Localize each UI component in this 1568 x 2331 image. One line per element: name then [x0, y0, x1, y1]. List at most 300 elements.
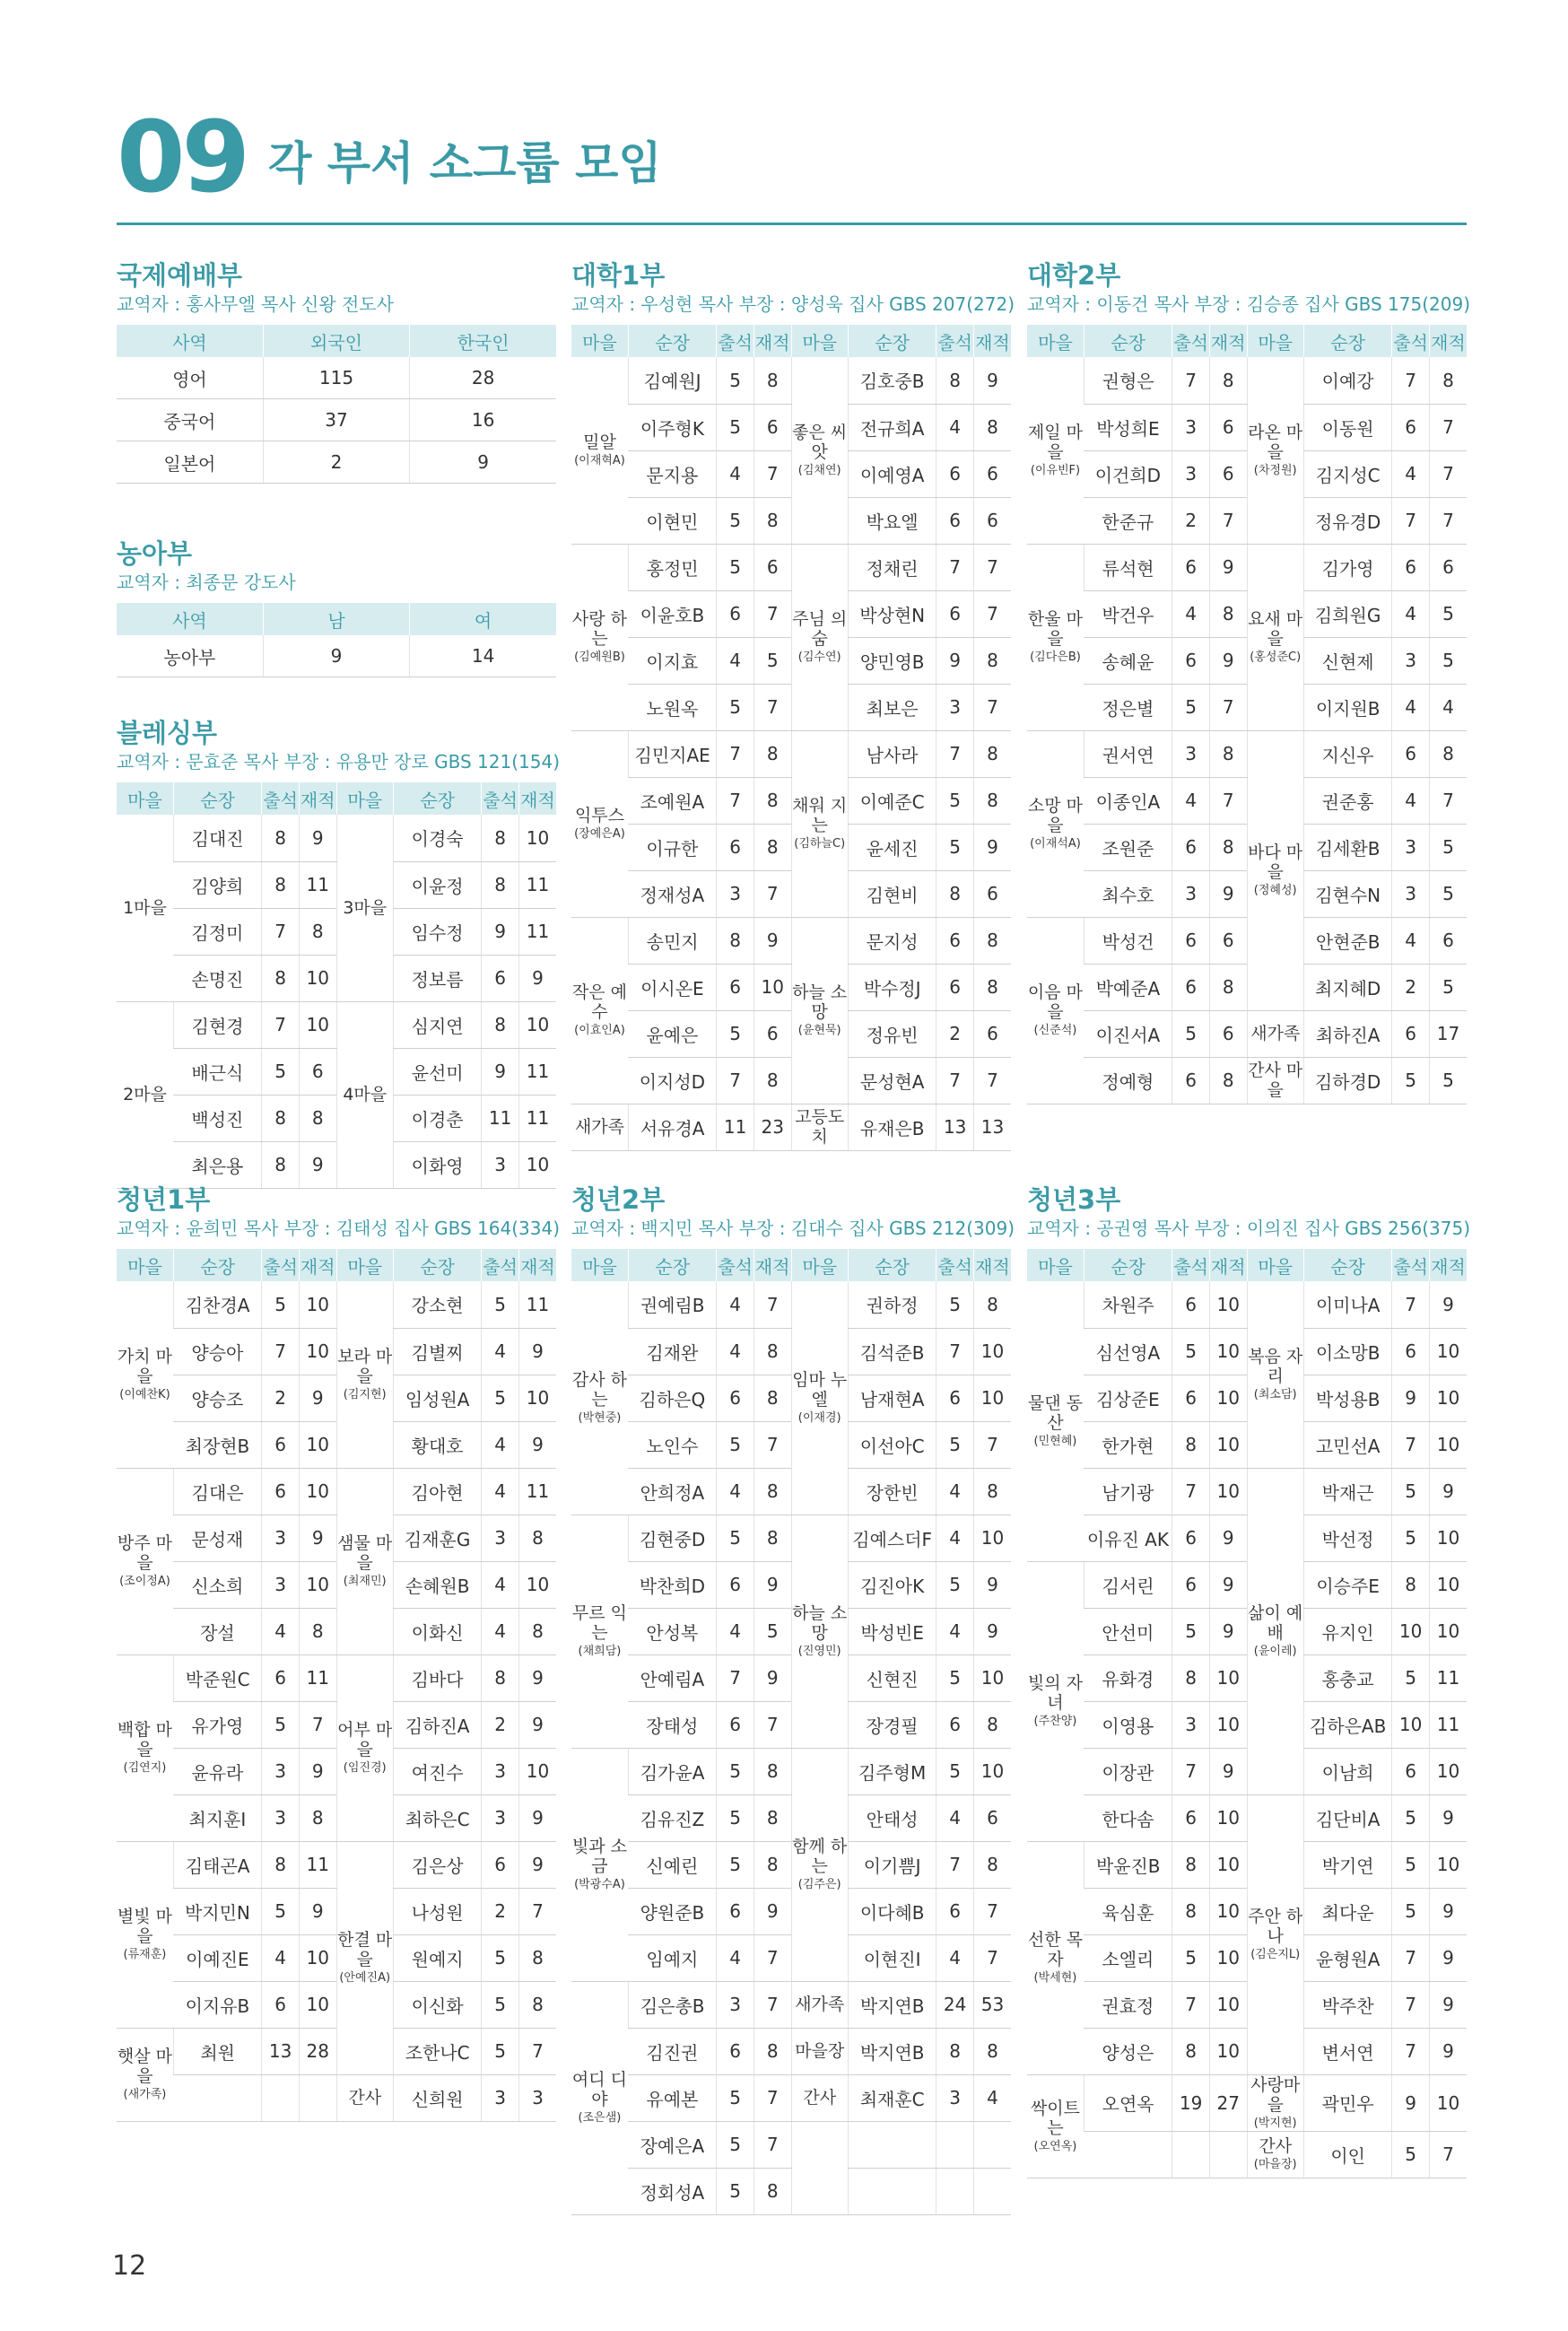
cell: 8 [1429, 357, 1467, 404]
cell: 4 [717, 1468, 754, 1515]
cell: 5 [717, 404, 754, 450]
cell: 8 [1209, 730, 1247, 777]
cell: 9 [973, 824, 1011, 870]
cell: 문지용 [628, 450, 716, 497]
cell: 6 [717, 964, 754, 1010]
cell: 8 [973, 1841, 1011, 1888]
cell: 7 [518, 1888, 556, 1934]
cell: 10 [1429, 1841, 1467, 1888]
cell: 박기연 [1303, 1841, 1391, 1888]
cell: 원예지 [393, 1934, 481, 1981]
village-name: 새가족 [1250, 1024, 1301, 1043]
cell [848, 2168, 936, 2214]
cell: 육심훈 [1084, 1888, 1172, 1934]
cell: 8 [936, 2028, 974, 2074]
cell: 5 [717, 1010, 754, 1057]
village-name: 싹이트는 [1030, 2098, 1080, 2138]
cell: 8 [754, 730, 791, 777]
cell: 5 [936, 1654, 974, 1701]
cell: 6 [717, 1701, 754, 1748]
cell: 문지성 [848, 917, 936, 964]
cell: 9 [1429, 1794, 1467, 1841]
cell: 6 [717, 1375, 754, 1421]
village-leader: (새가족) [123, 2088, 167, 2101]
col-header: 재적 [518, 782, 556, 815]
village-cell [571, 1981, 628, 2214]
cell [262, 2074, 300, 2121]
cell: 조원준 [1084, 824, 1172, 870]
village-leader: (김주은) [797, 1878, 841, 1891]
cell: 6 [482, 955, 519, 1001]
cell: 6 [1392, 1748, 1430, 1794]
cell: 8 [299, 1095, 336, 1141]
cell: 유예본 [628, 2074, 716, 2121]
cell: 4 [717, 1281, 754, 1328]
village-leader: (이재경) [797, 1410, 841, 1425]
cell: 최장현B [173, 1421, 261, 1468]
cell: 9 [1209, 870, 1247, 917]
cell: 7 [754, 2074, 791, 2121]
cell: 홍충교 [1303, 1654, 1391, 1701]
cell: 9 [1209, 1515, 1247, 1561]
col-header: 마을 [791, 1249, 848, 1281]
cell: 장설 [173, 1608, 261, 1654]
cell: 한가현 [1084, 1421, 1172, 1468]
village-name: 4마을 [343, 1085, 388, 1104]
cell: 조한나C [393, 2028, 481, 2074]
cell: 10 [518, 815, 556, 861]
cell: 7 [1392, 497, 1430, 544]
cell: 이예영A [848, 450, 936, 497]
cell: 7 [1392, 357, 1430, 404]
village-cell [117, 815, 173, 1001]
cell: 7 [1172, 1468, 1210, 1515]
cell: 6 [936, 497, 974, 544]
village-name: 사랑 하는 [571, 609, 628, 649]
cell: 8 [754, 1375, 791, 1421]
cell: 최수호 [1084, 870, 1172, 917]
village-cell [117, 1001, 173, 1188]
page-number: 12 [112, 2250, 147, 2282]
cell: 8 [1172, 1888, 1210, 1934]
cell: 5 [1429, 824, 1467, 870]
cell: 7 [973, 684, 1011, 730]
cell: 신현제 [1303, 637, 1391, 684]
cell: 이규한 [628, 824, 716, 870]
cell: 5 [1429, 590, 1467, 637]
cell: 9 [482, 908, 519, 955]
cell: 4 [262, 1934, 300, 1981]
cell: 4 [936, 404, 974, 450]
cell: 11 [299, 1841, 336, 1888]
cell: 7 [754, 1421, 791, 1468]
cell: 9 [973, 1561, 1011, 1608]
village-cell [1247, 2131, 1303, 2178]
col-header: 순장 [393, 1249, 481, 1281]
col-header: 순장 [628, 1249, 716, 1281]
village-cell [571, 1748, 628, 1981]
village-name: 채워 지는 [792, 796, 848, 835]
cell: 9 [754, 1654, 791, 1701]
village-cell [336, 1654, 393, 1841]
cell: 10 [1392, 1608, 1430, 1654]
cell: 10 [1209, 1981, 1247, 2028]
cell: 이지원B [1303, 684, 1391, 730]
col-header: 마을 [1247, 325, 1303, 357]
cell: 고민선A [1303, 1421, 1391, 1468]
cell: 10 [518, 1141, 556, 1188]
cell: 권예림B [628, 1281, 716, 1328]
cell: 안성복 [628, 1608, 716, 1654]
col-header: 마을 [571, 325, 628, 357]
village-name: 간사 [348, 2088, 382, 2108]
ministry-table [117, 782, 556, 1189]
cell: 6 [973, 450, 1011, 497]
table-row [571, 1281, 1011, 1328]
village-name: 소망 마을 [1027, 796, 1084, 835]
village-name: 한울 마을 [1027, 609, 1084, 649]
cell: 남재현A [848, 1375, 936, 1421]
cell: 6 [1172, 917, 1210, 964]
village-name: 고등도치 [795, 1107, 845, 1147]
cell: 이경숙 [393, 815, 481, 861]
village-name: 이음 마을 [1027, 982, 1084, 1022]
village-cell [1027, 2074, 1084, 2178]
cell: 윤선미 [393, 1048, 481, 1095]
cell: 8 [973, 1701, 1011, 1748]
cell: 6 [754, 404, 791, 450]
village-leader: (이효인A) [574, 1024, 625, 1037]
cell: 9 [1429, 1888, 1467, 1934]
cell: 8 [1209, 964, 1247, 1010]
cell: 53 [973, 1981, 1011, 2028]
cell: 6 [973, 1010, 1011, 1057]
village-leader: (주찬양) [1033, 1715, 1077, 1728]
cell: 심선영A [1084, 1328, 1172, 1375]
cell: 이영용 [1084, 1701, 1172, 1748]
cell: 7 [936, 544, 974, 590]
cell: 5 [1392, 1841, 1430, 1888]
cell: 5 [1392, 2131, 1430, 2178]
cell: 6 [1172, 1281, 1210, 1328]
cell: 11 [518, 908, 556, 955]
cell [1209, 2131, 1247, 2178]
col-header: 마을 [336, 1249, 393, 1281]
col-header: 순장 [628, 325, 716, 357]
cell: 7 [717, 730, 754, 777]
cell: 김대은 [173, 1468, 261, 1515]
village-cell [117, 2028, 173, 2121]
cell: 10 [1209, 1701, 1247, 1748]
cell: 5 [717, 357, 754, 404]
cell: 9 [518, 1794, 556, 1841]
cell: 4 [717, 1934, 754, 1981]
cell: 8 [1392, 1561, 1430, 1608]
cell: 10 [299, 955, 336, 1001]
cell: 정회성A [628, 2168, 716, 2214]
cell: 3 [1172, 1701, 1210, 1748]
cell: 3 [1392, 824, 1430, 870]
cell: 5 [1172, 684, 1210, 730]
cell: 6 [1392, 404, 1430, 450]
page-header [117, 100, 662, 214]
cell: 14 [410, 635, 556, 677]
village-cell [336, 1468, 393, 1654]
cell: 7 [1429, 2131, 1467, 2178]
table-row [571, 730, 1011, 777]
cell: 7 [754, 590, 791, 637]
cell: 11 [482, 1095, 519, 1141]
cell: 8 [973, 730, 1011, 777]
cell: 박요엘 [848, 497, 936, 544]
village-leader: (이예찬K) [119, 1387, 170, 1401]
cell: 10 [1429, 2074, 1467, 2131]
cell: 손혜원B [393, 1561, 481, 1608]
cell: 3 [482, 1141, 519, 1188]
cell: 6 [1172, 637, 1210, 684]
cell: 8 [754, 1748, 791, 1794]
cell: 9 [1209, 544, 1247, 590]
village-name: 가치 마을 [117, 1346, 173, 1386]
village-leader: (김연지) [123, 1761, 167, 1775]
cell: 5 [936, 1561, 974, 1608]
cell: 8 [973, 917, 1011, 964]
cell: 10 [1429, 1421, 1467, 1468]
cell: 5 [262, 1048, 300, 1095]
cell: 안선미 [1084, 1608, 1172, 1654]
cell: 일본어 [117, 441, 263, 484]
cell: 6 [1172, 824, 1210, 870]
cell: 강소현 [393, 1281, 481, 1328]
cell: 양성은 [1084, 2028, 1172, 2074]
cell: 5 [717, 1421, 754, 1468]
cell: 장한빈 [848, 1468, 936, 1515]
cell: 9 [299, 1141, 336, 1188]
cell: 양원준B [628, 1888, 716, 1934]
cell: 19 [1172, 2074, 1210, 2131]
cell: 6 [1172, 1794, 1210, 1841]
cell: 5 [262, 1701, 300, 1748]
village-leader: (박지현) [1253, 2116, 1297, 2130]
cell: 5 [936, 1421, 974, 1468]
cell: 이진서A [1084, 1010, 1172, 1057]
cell: 10 [754, 964, 791, 1010]
cell: 노인수 [628, 1421, 716, 1468]
section-title: 청년3부 [1027, 1184, 1121, 1215]
cell [848, 2121, 936, 2168]
cell: 김상준E [1084, 1375, 1172, 1421]
table-row [571, 1981, 1011, 2028]
col-header: 출석 [1172, 325, 1210, 357]
cell: 6 [1172, 964, 1210, 1010]
village-cell [791, 544, 848, 730]
cell [973, 2168, 1011, 2214]
cell: 박찬희D [628, 1561, 716, 1608]
cell: 5 [482, 1375, 519, 1421]
cell: 4 [936, 1934, 974, 1981]
section-title: 국제예배부 [117, 260, 243, 291]
village-name: 하늘 소망 [792, 982, 848, 1022]
cell: 6 [262, 1654, 300, 1701]
cell: 배근식 [173, 1048, 261, 1095]
cell: 7 [717, 1057, 754, 1104]
village-cell [1247, 730, 1303, 1010]
cell: 3 [1172, 730, 1210, 777]
cell: 8 [1209, 824, 1247, 870]
cell: 5 [936, 1281, 974, 1328]
table-row [571, 917, 1011, 964]
cell: 정예형 [1084, 1057, 1172, 1104]
cell: 이신화 [393, 1981, 481, 2028]
cell: 이경춘 [393, 1095, 481, 1141]
cell: 장예은A [628, 2121, 716, 2168]
cell: 9 [1429, 2028, 1467, 2074]
cell: 6 [717, 2028, 754, 2074]
cell: 최지훈I [173, 1794, 261, 1841]
cell: 박성희E [1084, 404, 1172, 450]
cell: 7 [262, 1328, 300, 1375]
village-cell [1027, 357, 1084, 544]
cell: 5 [717, 684, 754, 730]
col-header: 순장 [1303, 1249, 1391, 1281]
cell: 8 [262, 1141, 300, 1188]
cell: 9 [299, 1888, 336, 1934]
cell: 10 [1209, 1375, 1247, 1421]
cell: 7 [1392, 1281, 1430, 1328]
table-row [571, 2121, 1011, 2168]
cell: 11 [1429, 1654, 1467, 1701]
cell: 이현진I [848, 1934, 936, 1981]
col-header: 재적 [518, 1249, 556, 1281]
cell: 이시온E [628, 964, 716, 1010]
table-row [571, 1748, 1011, 1794]
cell: 김재훈G [393, 1515, 481, 1561]
table-row [117, 635, 556, 677]
village-cell [571, 357, 628, 544]
cell: 박수정J [848, 964, 936, 1010]
cell: 10 [299, 1421, 336, 1468]
village-leader: (오연옥) [1033, 2139, 1077, 2153]
cell: 김태곤A [173, 1841, 261, 1888]
cell: 5 [754, 637, 791, 684]
village-cell [1027, 1841, 1084, 2074]
cell: 7 [299, 1701, 336, 1748]
section-info: 교역자 : 문효준 목사 부장 : 유용만 장로 GBS 121(154) [117, 751, 561, 773]
cell: 7 [936, 1841, 974, 1888]
cell: 11 [518, 861, 556, 908]
cell: 6 [262, 1421, 300, 1468]
cell: 김지성C [1303, 450, 1391, 497]
cell: 5 [1392, 1794, 1430, 1841]
village-leader: (이유빈F) [1030, 463, 1081, 477]
table-row [117, 441, 556, 484]
cell: 13 [262, 2028, 300, 2074]
cell: 7 [973, 1421, 1011, 1468]
cell: 8 [482, 1654, 519, 1701]
village-leader: (임진경) [343, 1761, 387, 1775]
village-leader: (조은샘) [578, 2111, 622, 2125]
cell: 김석준B [848, 1328, 936, 1375]
cell [1084, 2131, 1172, 2178]
section-info: 교역자 : 우성현 목사 부장 : 양성욱 집사 GBS 207(272) [571, 293, 1015, 315]
cell: 7 [717, 777, 754, 824]
cell: 6 [973, 870, 1011, 917]
cell: 8 [262, 955, 300, 1001]
table-row [571, 2074, 1011, 2121]
cell: 5 [1429, 1057, 1467, 1104]
cell: 김현수N [1303, 870, 1391, 917]
cell: 8 [518, 1934, 556, 1981]
village-leader: (윤이레) [1253, 1645, 1297, 1658]
cell: 6 [262, 1981, 300, 2028]
cell: 7 [1429, 404, 1467, 450]
village-leader: (김은지L) [1250, 1948, 1301, 1961]
cell: 6 [1392, 1010, 1430, 1057]
cell: 한준규 [1084, 497, 1172, 544]
table-row [1027, 2131, 1467, 2178]
cell: 10 [973, 1748, 1011, 1794]
cell: 8 [1172, 2028, 1210, 2074]
cell: 김하은Q [628, 1375, 716, 1421]
cell: 11 [518, 1095, 556, 1141]
cell: 2 [482, 1888, 519, 1934]
cell: 9 [518, 1328, 556, 1375]
table-row [117, 1841, 556, 1888]
col-header: 마을 [117, 782, 173, 815]
cell: 9 [299, 1748, 336, 1794]
cell: 4 [1392, 450, 1430, 497]
cell: 이장관 [1084, 1748, 1172, 1794]
cell: 김가윤A [628, 1748, 716, 1794]
village-cell [1027, 544, 1084, 730]
cell: 10 [1209, 1421, 1247, 1468]
cell: 2 [1172, 497, 1210, 544]
cell: 김진권 [628, 2028, 716, 2074]
village-cell [571, 1515, 628, 1748]
cell: 6 [717, 590, 754, 637]
cell: 3 [717, 870, 754, 917]
village-cell [791, 1748, 848, 1981]
cell: 3 [518, 2074, 556, 2121]
cell: 10 [1392, 1701, 1430, 1748]
cell: 박상현N [848, 590, 936, 637]
cell: 박재근 [1303, 1468, 1391, 1515]
col-header: 사역 [117, 325, 263, 357]
cell: 11 [717, 1104, 754, 1150]
village-leader: (신준석) [1033, 1024, 1077, 1037]
cell: 안예림A [628, 1654, 716, 1701]
cell: 5 [754, 1608, 791, 1654]
cell: 신예린 [628, 1841, 716, 1888]
cell: 6 [482, 1841, 519, 1888]
cell: 6 [717, 1888, 754, 1934]
cell: 이승주E [1303, 1561, 1391, 1608]
cell: 8 [936, 357, 974, 404]
col-header: 여 [410, 603, 556, 635]
cell: 5 [262, 1888, 300, 1934]
col-header: 마을 [1247, 1249, 1303, 1281]
cell: 10 [1209, 1654, 1247, 1701]
village-cell [571, 1104, 628, 1150]
cell: 윤형원A [1303, 1934, 1391, 1981]
village-name: 어부 마을 [337, 1720, 393, 1759]
section-title: 청년1부 [117, 1184, 211, 1215]
cell: 10 [1429, 1608, 1467, 1654]
village-name: 임마 누엘 [792, 1369, 848, 1410]
col-header: 출석 [262, 1249, 300, 1281]
cell: 27 [1209, 2074, 1247, 2131]
cell: 5 [717, 497, 754, 544]
